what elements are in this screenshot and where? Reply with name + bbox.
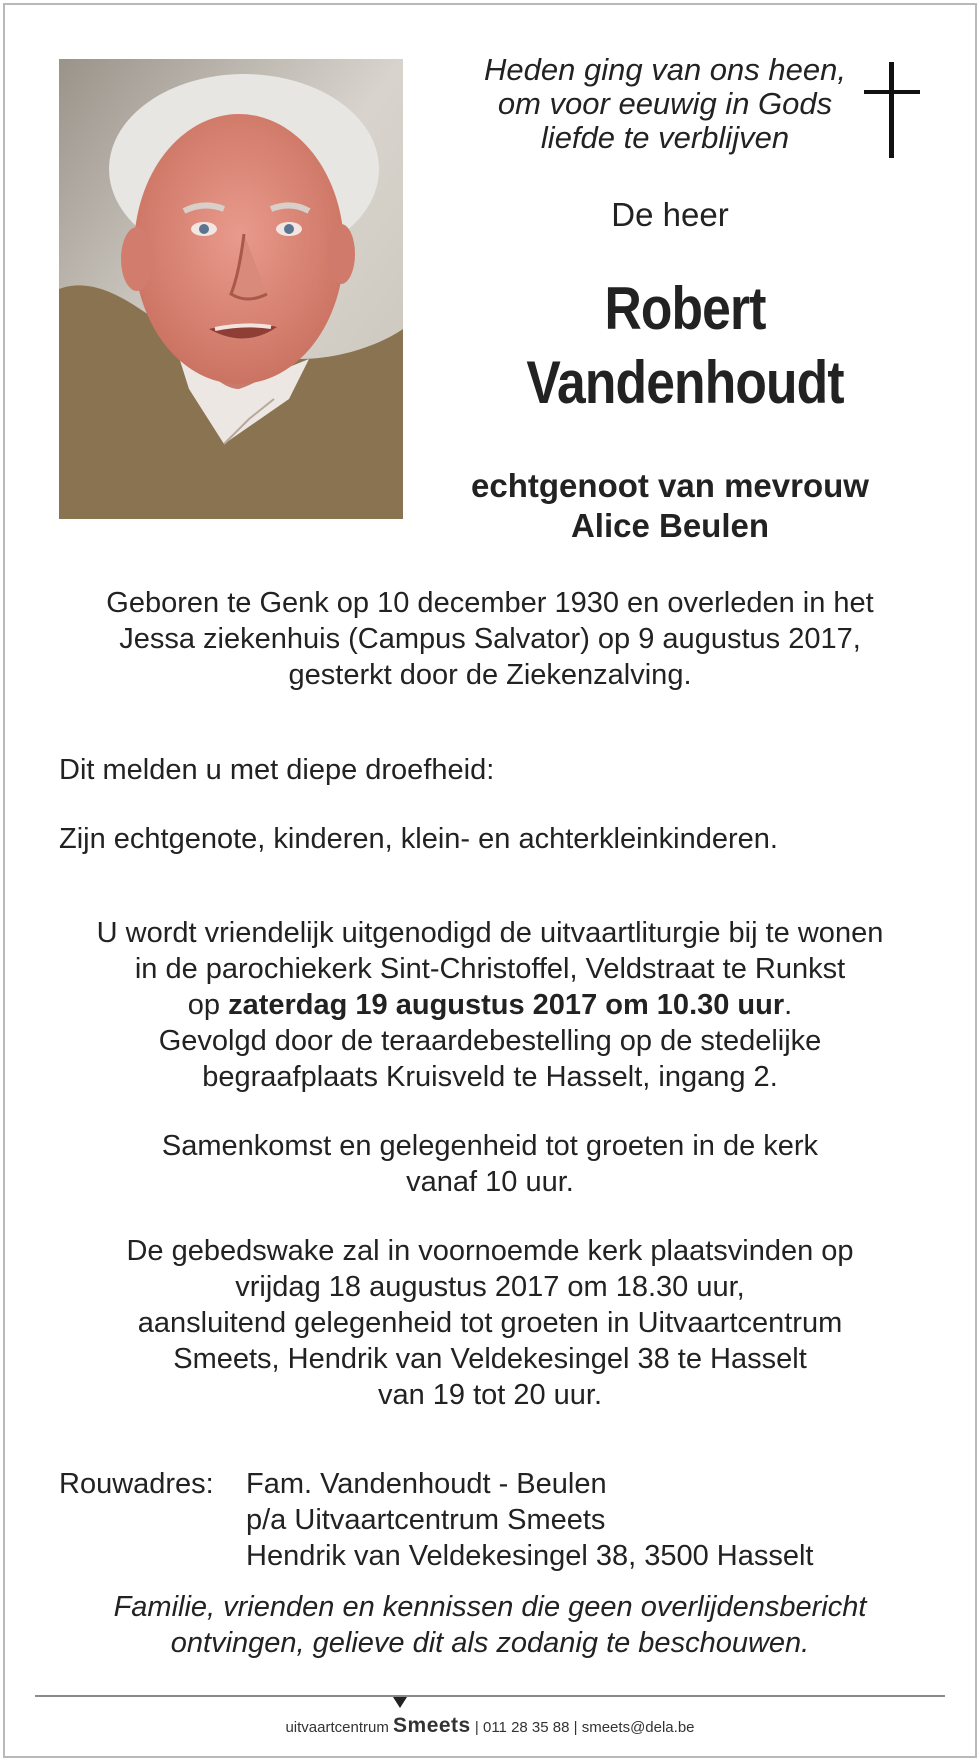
spouse-line: echtgenoot van mevrouw bbox=[471, 467, 869, 504]
gathering-details bbox=[40, 1128, 940, 1200]
address-row bbox=[59, 1538, 939, 1574]
intro-line: Heden ging van ons heen, bbox=[484, 52, 846, 87]
intro-line: liefde te verblijven bbox=[540, 120, 790, 155]
text-span: . bbox=[784, 989, 793, 1021]
announcement: Dit melden u met diepe droefheid: bbox=[59, 754, 495, 786]
text-line: Jessa ziekenhuis (Campus Salvator) op 9 augustus 2017, bbox=[119, 623, 861, 655]
mourning-address bbox=[59, 1466, 939, 1574]
text-line: Smeets, Hendrik van Veldekesingel 38 te Hasselt bbox=[173, 1343, 807, 1375]
text-line: Samenkomst en gelegenheid tot groeten in de kerk bbox=[161, 1130, 819, 1162]
address-line: Hendrik van Veldekesingel 38, 3500 Hasselt bbox=[246, 1540, 814, 1572]
footer-divider bbox=[35, 1695, 945, 1697]
text-line: van 19 tot 20 uur. bbox=[377, 1379, 603, 1411]
text-line: begraafplaats Kruisveld te Hasselt, ingang 2. bbox=[202, 1061, 778, 1093]
spouse-name: Alice Beulen bbox=[570, 507, 770, 544]
intro-verse bbox=[410, 53, 920, 155]
service-details bbox=[30, 915, 950, 1095]
triangle-marker-icon bbox=[393, 1697, 407, 1708]
address-spacer bbox=[59, 1502, 246, 1538]
family-list: Zijn echtgenote, kinderen, klein- en achterkleinkinderen. bbox=[59, 823, 778, 855]
text-line: Geboren te Genk op 10 december 1930 en overleden in het bbox=[106, 587, 874, 619]
spouse-info bbox=[410, 466, 930, 546]
phone-number: 011 28 35 88 bbox=[482, 1719, 570, 1736]
address-line: p/a Uitvaartcentrum Smeets bbox=[246, 1504, 606, 1536]
footer bbox=[0, 1714, 980, 1740]
address-line: Fam. Vandenhoudt - Beulen bbox=[246, 1468, 607, 1500]
text-span: op bbox=[187, 989, 229, 1021]
service-date: zaterdag 19 augustus 2017 om 10.30 uur bbox=[228, 989, 785, 1021]
text-line: aansluitend gelegenheid tot groeten in Uitvaartcentrum bbox=[137, 1307, 843, 1339]
cross-icon bbox=[864, 62, 920, 158]
closing-note bbox=[40, 1589, 940, 1661]
text-line: in de parochiekerk Sint-Christoffel, Veldstraat te Runkst bbox=[134, 953, 846, 985]
address-spacer bbox=[59, 1538, 246, 1574]
honorific: De heer bbox=[611, 196, 729, 233]
text-line: Familie, vrienden en kennissen die geen overlijdensbericht bbox=[113, 1591, 867, 1623]
vigil-details bbox=[40, 1233, 940, 1413]
birth-death-details bbox=[40, 585, 940, 693]
portrait-photo bbox=[59, 59, 403, 519]
text-line: Gevolgd door de teraardebestelling op de stedelijke bbox=[158, 1025, 822, 1057]
text-line: ontvingen, gelieve dit als zodanig te beschouwen. bbox=[170, 1627, 810, 1659]
address-row bbox=[59, 1502, 939, 1538]
intro-line: om voor eeuwig in Gods bbox=[497, 86, 833, 121]
brand-name: Smeets bbox=[393, 1714, 471, 1737]
text-line: De gebedswake zal in voornoemde kerk plaatsvinden op bbox=[126, 1235, 854, 1267]
first-name: Robert bbox=[604, 275, 766, 342]
separator: | bbox=[474, 1719, 479, 1736]
text-line: vrijdag 18 augustus 2017 om 18.30 uur, bbox=[235, 1271, 745, 1303]
address-row bbox=[59, 1466, 939, 1502]
last-name: Vandenhoudt bbox=[526, 349, 844, 416]
deceased-name bbox=[449, 272, 922, 420]
text-line: U wordt vriendelijk uitgenodigd de uitvaartliturgie bij te wonen bbox=[96, 917, 884, 949]
text-line: gesterkt door de Ziekenzalving. bbox=[288, 659, 692, 691]
email-address: smeets@dela.be bbox=[581, 1719, 695, 1736]
text-line: vanaf 10 uur. bbox=[406, 1166, 574, 1198]
brand-prefix: uitvaartcentrum bbox=[285, 1719, 389, 1736]
separator: | bbox=[573, 1719, 578, 1736]
address-label: Rouwadres: bbox=[59, 1468, 214, 1500]
service-date-line bbox=[30, 987, 950, 1023]
